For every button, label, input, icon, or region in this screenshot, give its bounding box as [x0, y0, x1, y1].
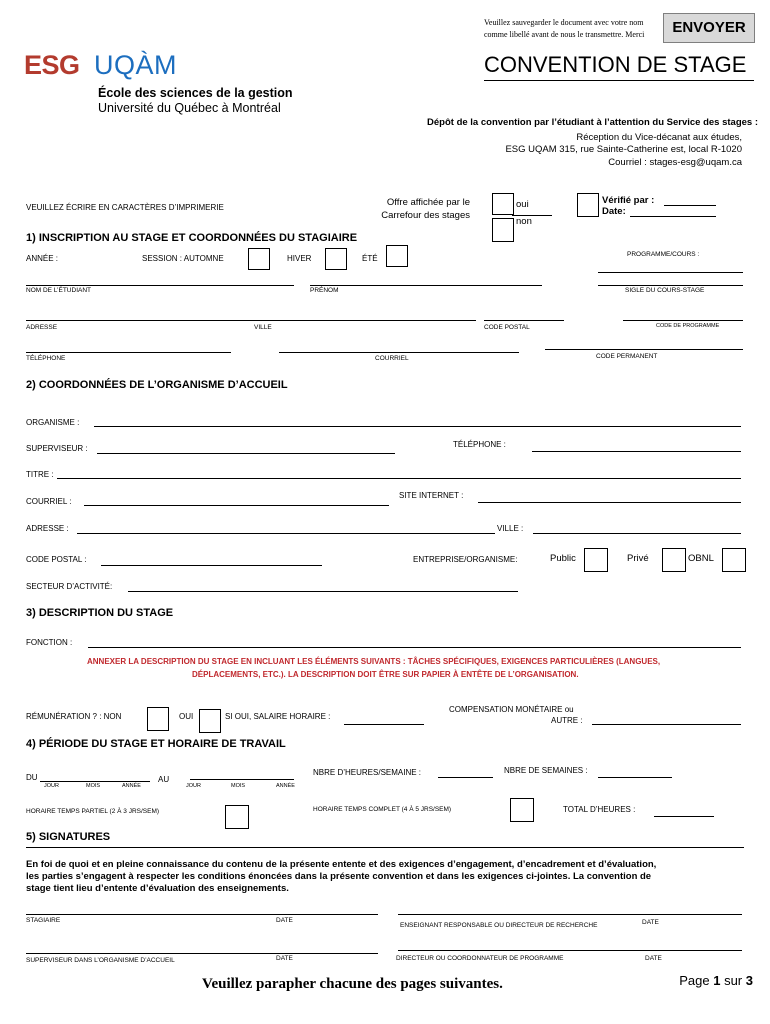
address-line3: Courriel : stages-esg@uqam.ca	[608, 157, 742, 168]
du-label: DU	[26, 773, 38, 782]
programme-line[interactable]	[598, 272, 743, 273]
superviseur-signature-line[interactable]	[26, 953, 378, 954]
verified-by-line[interactable]	[664, 205, 716, 206]
remuneration-oui-checkbox[interactable]	[199, 709, 221, 733]
compensation-line[interactable]	[592, 724, 741, 725]
automne-checkbox[interactable]	[248, 248, 270, 270]
nb-semaines-line[interactable]	[598, 777, 672, 778]
org-adresse-line[interactable]	[77, 533, 495, 534]
organisme-line[interactable]	[94, 426, 741, 427]
total-heures-line[interactable]	[654, 816, 714, 817]
offer-label-line2: Carrefour des stages	[381, 210, 470, 221]
offer-oui-label: oui	[516, 199, 529, 210]
directeur-label: DIRECTEUR OU COORDONNATEUR DE PROGRAMME	[396, 955, 564, 962]
courriel-line[interactable]	[279, 352, 519, 353]
section5-heading: 5) SIGNATURES	[26, 831, 111, 843]
offer-non-checkbox[interactable]	[492, 218, 514, 242]
hiver-label: HIVER	[287, 254, 312, 263]
date-fin-line[interactable]	[190, 779, 294, 780]
obnl-checkbox[interactable]	[722, 548, 746, 572]
session-label: SESSION : AUTOMNE	[142, 254, 224, 263]
signature-paragraph-line1: En foi de quoi et en pleine connaissance du contenu de la présente entente et des exigences d’engagement, d’encadrement et d’évaluation,	[26, 859, 657, 870]
section5-rule	[26, 847, 744, 848]
page-prefix: Page	[679, 973, 714, 988]
salaire-label: SI OUI, SALAIRE HORAIRE :	[225, 712, 331, 721]
section4-heading: 4) PÉRIODE DU STAGE ET HORAIRE DE TRAVAIL	[26, 738, 286, 750]
temps-complet-checkbox[interactable]	[510, 798, 534, 822]
annex-note-line1: ANNEXER LA DESCRIPTION DU STAGE EN INCLUANT LES ÉLÉMENTS SUIVANTS : TÂCHES SPÉCIFIQUES, EXIGENCES PARTICULIÈRES (LANGUES,	[87, 657, 661, 666]
org-courriel-label: COURRIEL :	[26, 497, 72, 506]
offer-non-label: non	[516, 216, 532, 227]
organisme-label: ORGANISME :	[26, 418, 80, 427]
date-debut-line[interactable]	[40, 781, 150, 782]
secteur-label: SECTEUR D’ACTIVITÉ:	[26, 582, 113, 591]
temps-complet-label: HORAIRE TEMPS COMPLET (4 À 5 JRS/SEM)	[313, 806, 452, 813]
stagiaire-signature-line[interactable]	[26, 914, 378, 915]
code-postal-line[interactable]	[484, 320, 564, 321]
annex-note-line2: DÉPLACEMENTS, ETC.). LA DESCRIPTION DOIT ÊTRE SUR PAPIER À ENTÊTE DE L’ORGANISATION.	[192, 670, 579, 679]
ville-label: VILLE	[254, 324, 272, 331]
verified-by-label: Vérifié par :	[602, 195, 655, 206]
nom-line[interactable]	[26, 285, 294, 286]
prenom-line[interactable]	[310, 285, 542, 286]
fonction-label: FONCTION :	[26, 638, 73, 647]
page-title: CONVENTION DE STAGE	[484, 52, 747, 77]
offer-divider	[512, 215, 552, 216]
signature-paragraph-line3: stage tient lieu d’entente d’évaluation des enseignements.	[26, 883, 289, 894]
nb-heures-label: NBRE D’HEURES/SEMAINE :	[313, 768, 422, 777]
page-current: 1	[713, 973, 721, 988]
hiver-checkbox[interactable]	[325, 248, 347, 270]
annee-label: ANNÉE :	[26, 254, 59, 263]
code-programme-line[interactable]	[623, 320, 743, 321]
address-line2: ESG UQAM 315, rue Sainte-Catherine est, local R-1020	[505, 144, 742, 155]
stagiaire-date-label: DATE	[276, 917, 293, 924]
total-heures-label: TOTAL D’HEURES :	[563, 805, 636, 814]
au-label: AU	[158, 775, 170, 784]
org-ville-line[interactable]	[533, 533, 741, 534]
offer-oui-checkbox[interactable]	[492, 193, 514, 215]
sigle-label: SIGLE DU COURS-STAGE	[625, 287, 705, 294]
fin-jour-label: JOUR	[186, 783, 201, 789]
public-checkbox[interactable]	[584, 548, 608, 572]
title-rule	[484, 80, 754, 81]
code-permanent-line[interactable]	[545, 349, 743, 350]
org-telephone-line[interactable]	[532, 451, 741, 452]
prenom-label: PRÉNOM	[310, 287, 339, 294]
verified-date-label: Date:	[602, 206, 626, 217]
adresse-line[interactable]	[26, 320, 476, 321]
sigle-line[interactable]	[598, 285, 743, 286]
nb-heures-line[interactable]	[438, 777, 493, 778]
telephone-label: TÉLÉPHONE	[26, 355, 66, 362]
superviseur-label: SUPERVISEUR :	[26, 444, 88, 453]
superviseur-date-label: DATE	[276, 955, 293, 962]
offer-label-line1: Offre affichée par le	[386, 197, 470, 208]
signature-paragraph-line2: les parties s’engagent à respecter les conditions énoncées dans la présente convention et dans les exigences ci-jointes. La convention de	[26, 871, 652, 882]
telephone-line[interactable]	[26, 352, 231, 353]
remuneration-label: RÉMUNÉRATION ? : NON	[26, 712, 122, 721]
fin-annee-label: ANNÉE	[276, 783, 295, 789]
section2-heading: 2) COORDONNÉES DE L’ORGANISME D’ACCUEIL	[26, 379, 288, 391]
logo-university-name: Université du Québec à Montréal	[98, 101, 281, 115]
page-total: 3	[745, 973, 753, 988]
send-button[interactable]: ENVOYER	[663, 13, 755, 43]
deposit-note: Dépôt de la convention par l’étudiant à l’attention du Service des stages :	[427, 117, 758, 128]
logo	[24, 50, 177, 81]
save-note-line2: comme libellé avant de nous le transmettre. Merci	[484, 30, 645, 39]
org-courriel-line[interactable]	[84, 505, 389, 506]
debut-jour-label: JOUR	[44, 783, 59, 789]
address-line1: Réception du Vice-décanat aux études,	[576, 132, 742, 143]
org-code-postal-line[interactable]	[101, 565, 322, 566]
section1-heading: 1) INSCRIPTION AU STAGE ET COORDONNÉES DU STAGIAIRE	[26, 232, 358, 244]
directeur-date-label: DATE	[645, 955, 662, 962]
compensation-label-line2: AUTRE :	[551, 716, 583, 725]
save-note-line1: Veuillez sauvegarder le document avec votre nom	[484, 18, 644, 27]
debut-mois-label: MOIS	[86, 783, 101, 789]
remuneration-oui-label: OUI	[179, 712, 194, 721]
remuneration-non-checkbox[interactable]	[147, 707, 169, 731]
debut-annee-label: ANNÉE	[122, 783, 141, 789]
salaire-line[interactable]	[344, 724, 424, 725]
ete-label: ÉTÉ	[362, 254, 378, 263]
compensation-label-line1: COMPENSATION MONÉTAIRE ou	[449, 705, 574, 714]
programme-label: PROGRAMME/COURS :	[627, 251, 700, 258]
adresse-label: ADRESSE	[26, 324, 58, 331]
code-programme-label: CODE DE PROGRAMME	[656, 323, 720, 329]
fonction-line[interactable]	[88, 647, 741, 648]
initial-instruction: Veuillez parapher chacune des pages suivantes.	[202, 976, 503, 992]
prive-checkbox[interactable]	[662, 548, 686, 572]
site-internet-label: SITE INTERNET :	[399, 491, 464, 500]
temps-partiel-label: HORAIRE TEMPS PARTIEL (2 À 3 JRS/SEM)	[26, 808, 160, 815]
org-adresse-label: ADRESSE :	[26, 524, 69, 533]
nb-semaines-label: NBRE DE SEMAINES :	[504, 766, 588, 775]
courriel-label: COURRIEL	[375, 355, 409, 362]
enseignant-label: ENSEIGNANT RESPONSABLE OU DIRECTEUR DE RECHERCHE	[400, 922, 598, 929]
directeur-signature-line[interactable]	[398, 950, 742, 951]
print-instruction: VEUILLEZ ÉCRIRE EN CARACTÈRES D’IMPRIMERIE	[26, 203, 224, 212]
logo-esg: ESG	[24, 50, 80, 80]
org-telephone-label: TÉLÉPHONE :	[453, 440, 506, 449]
temps-partiel-checkbox[interactable]	[225, 805, 249, 829]
titre-label: TITRE :	[26, 470, 54, 479]
obnl-label: OBNL	[688, 553, 714, 564]
superviseur-line[interactable]	[97, 453, 395, 454]
superviseur-sig-label: SUPERVISEUR DANS L’ORGANISME D’ACCUEIL	[26, 957, 175, 964]
entreprise-label: ENTREPRISE/ORGANISME:	[413, 555, 518, 564]
page-number	[679, 973, 753, 988]
stagiaire-label: STAGIAIRE	[26, 917, 61, 924]
ete-checkbox[interactable]	[386, 245, 408, 267]
fin-mois-label: MOIS	[231, 783, 246, 789]
secteur-line[interactable]	[128, 591, 518, 592]
titre-line[interactable]	[57, 478, 741, 479]
verified-date-line[interactable]	[630, 216, 716, 217]
code-postal-label: CODE POSTAL	[484, 324, 530, 331]
site-internet-line[interactable]	[478, 502, 741, 503]
enseignant-date-label: DATE	[642, 919, 659, 926]
prive-label: Privé	[627, 553, 649, 564]
public-label: Public	[550, 553, 576, 564]
verified-checkbox[interactable]	[577, 193, 599, 217]
logo-school-name: École des sciences de la gestion	[98, 86, 293, 100]
org-code-postal-label: CODE POSTAL :	[26, 555, 87, 564]
org-ville-label: VILLE :	[497, 524, 524, 533]
page-mid: sur	[720, 973, 746, 988]
section3-heading: 3) DESCRIPTION DU STAGE	[26, 607, 174, 619]
logo-uqam: UQÀM	[93, 50, 177, 80]
enseignant-signature-line[interactable]	[398, 914, 742, 915]
nom-label: NOM DE L’ÉTUDIANT	[26, 287, 92, 294]
code-permanent-label: CODE PERMANENT	[596, 353, 658, 360]
